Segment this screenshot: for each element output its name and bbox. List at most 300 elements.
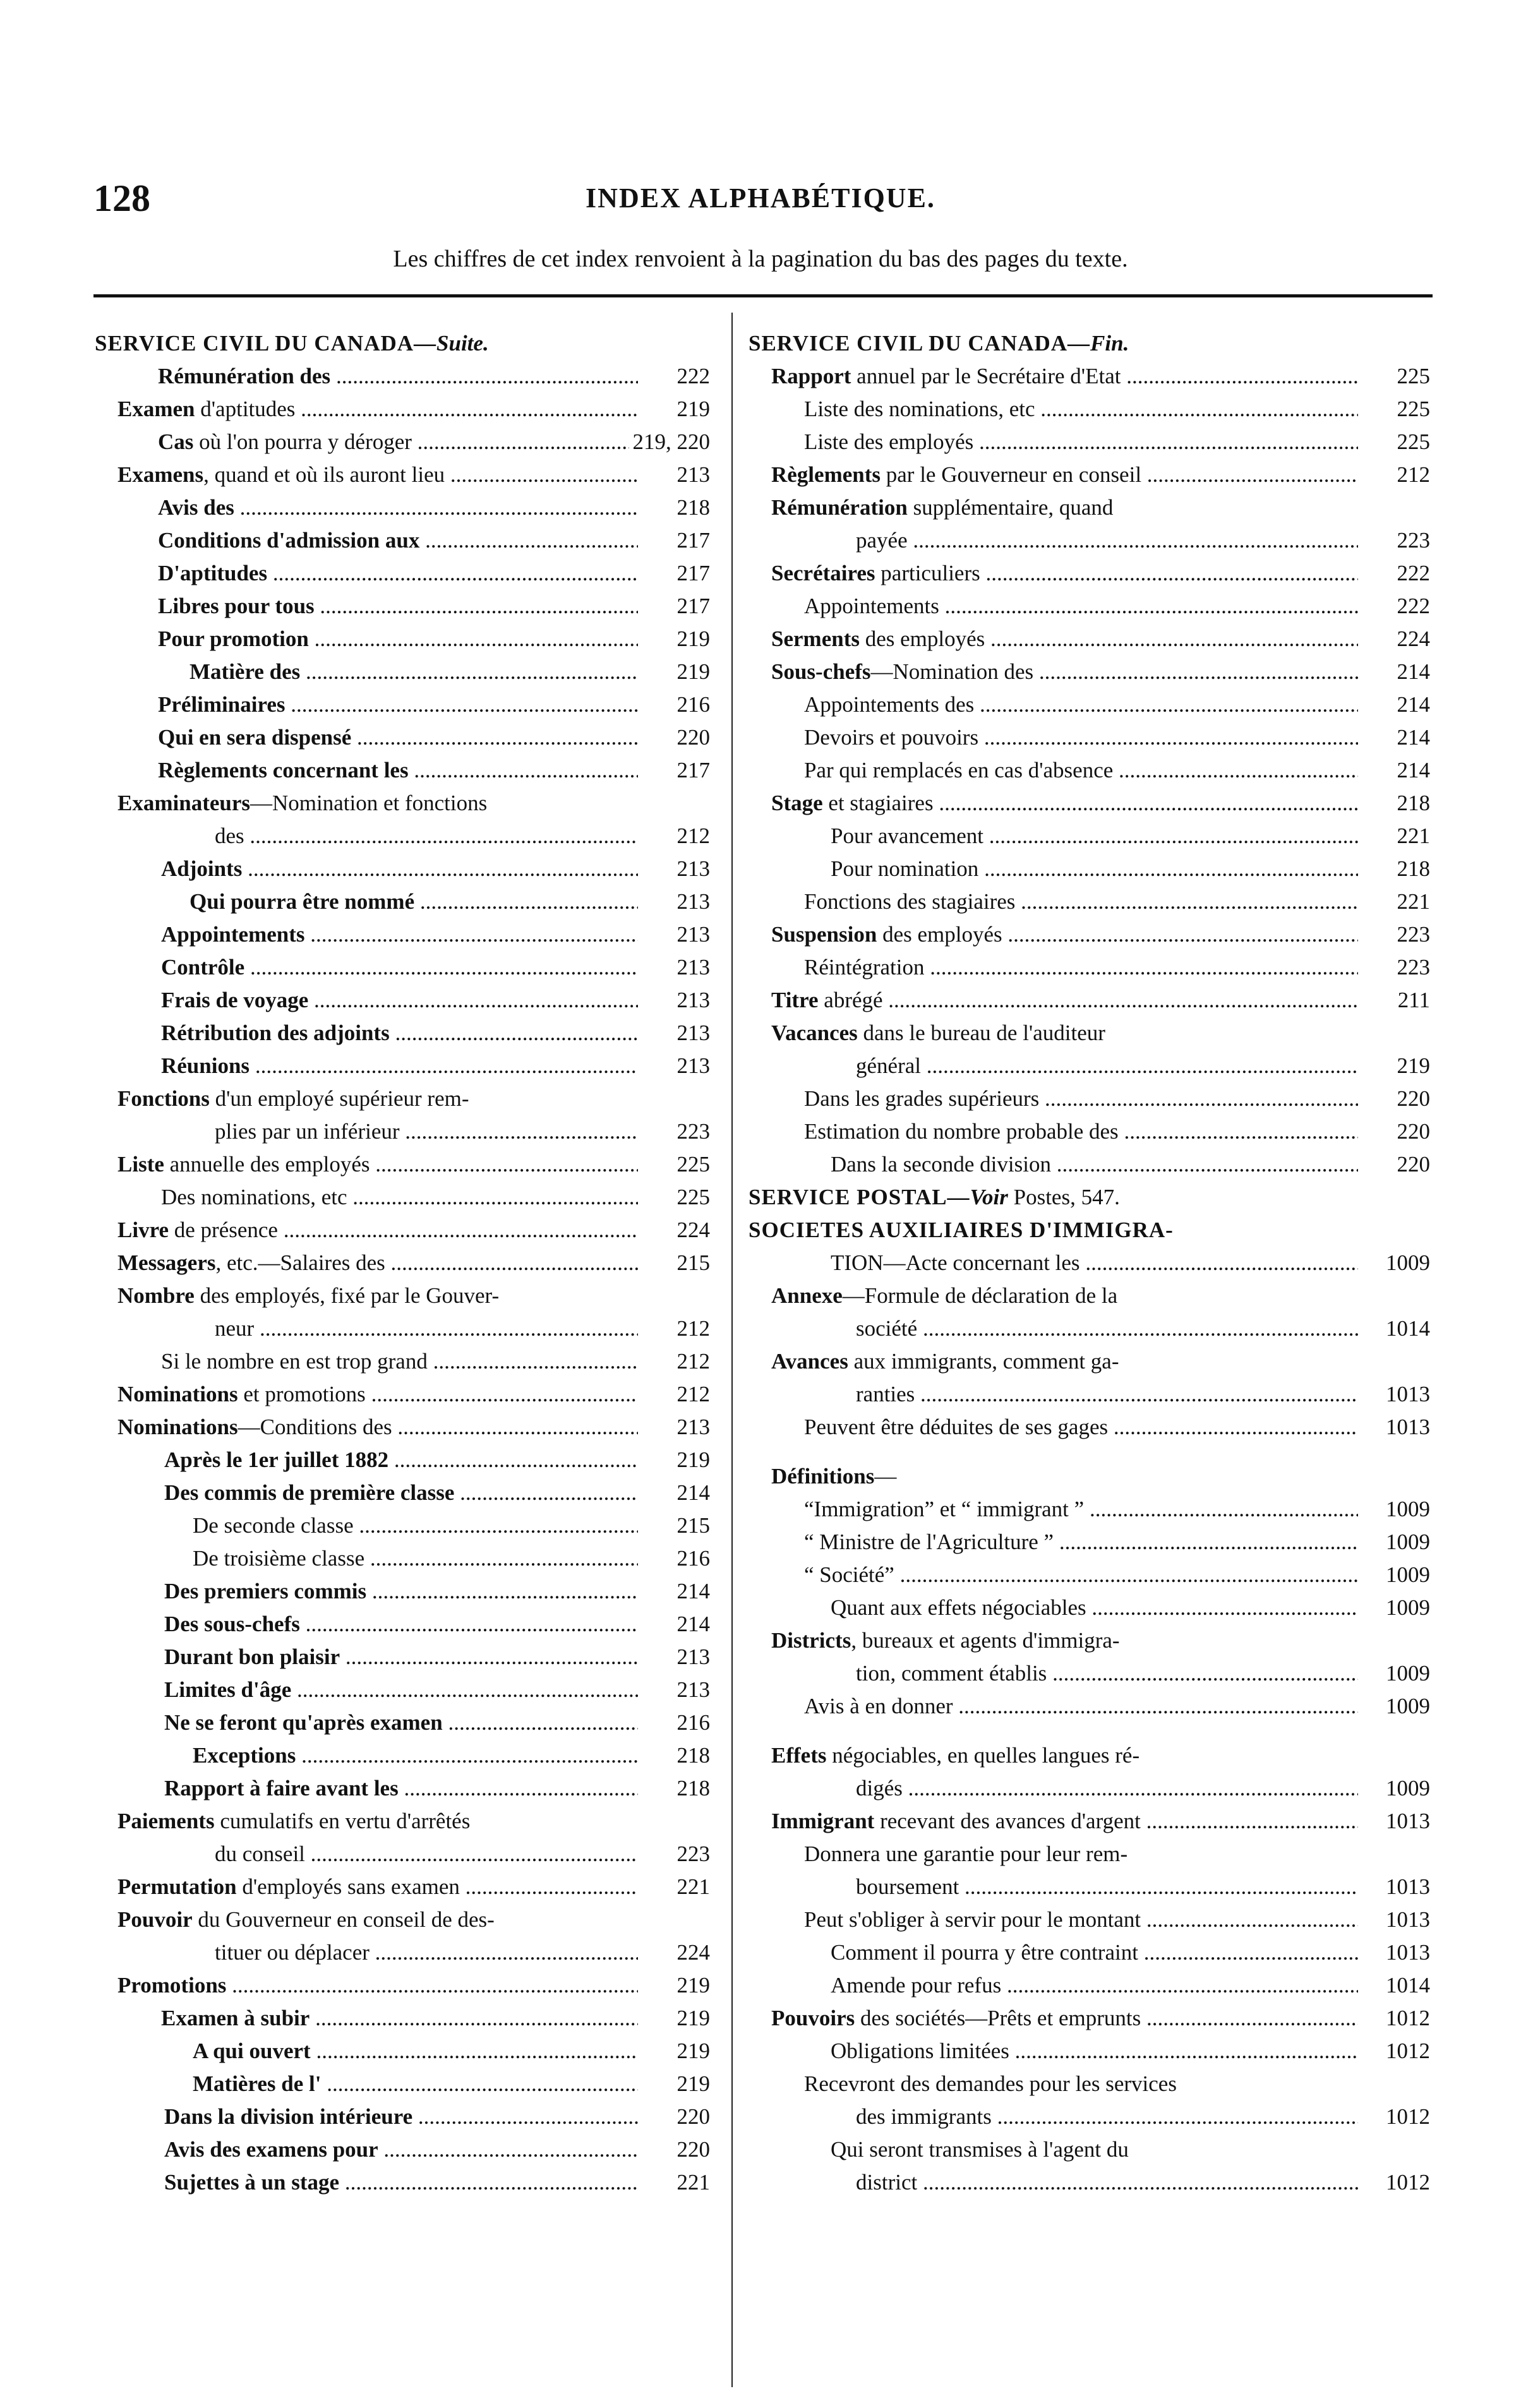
- entry-text: [95, 688, 638, 721]
- entry-text: [95, 1641, 638, 1674]
- index-entry: [748, 1115, 1434, 1148]
- column-divider: [731, 313, 733, 2387]
- entry-detail: où l'on pourra y déroger: [193, 429, 412, 454]
- entry-text: [748, 557, 1358, 590]
- index-entry: [748, 1050, 1434, 1082]
- entry-text: [748, 2002, 1358, 2035]
- entry-label: Durant bon plaisir: [164, 1644, 340, 1669]
- entry-label: Limites d'âge: [164, 1677, 292, 1702]
- entry-text: [748, 885, 1358, 918]
- index-entry: [748, 1247, 1434, 1279]
- page-reference: 212: [673, 820, 711, 853]
- page-reference: 222: [1393, 590, 1431, 623]
- page-reference: 221: [673, 1871, 711, 1903]
- entry-label: général: [856, 1053, 921, 1078]
- page-reference: 221: [1393, 820, 1431, 853]
- page-reference: 220: [673, 2133, 711, 2166]
- page-reference: 214: [1393, 656, 1431, 688]
- entry-label: tion, comment établis: [856, 1661, 1047, 1686]
- page-reference: 221: [673, 2166, 711, 2199]
- entry-text: [95, 1936, 638, 1969]
- entry-text: [95, 885, 638, 918]
- entry-detail: supplémentaire, quand: [907, 495, 1114, 520]
- page-reference: 216: [673, 1542, 711, 1575]
- entry-label: Qui en sera dispensé: [158, 725, 352, 750]
- index-entry: [95, 327, 714, 360]
- page-reference: 219: [673, 1444, 711, 1477]
- index-entry: [748, 984, 1434, 1017]
- index-entry: [95, 524, 714, 557]
- entry-label: des immigrants: [856, 2104, 992, 2129]
- entry-detail: —Nomination et fonctions: [250, 791, 488, 815]
- page-reference: 1014: [1382, 1969, 1430, 2002]
- entry-label: Quant aux effets négociables: [831, 1595, 1086, 1620]
- entry-text: [95, 1772, 638, 1805]
- entry-text: [95, 787, 638, 820]
- entry-label: Des premiers commis: [164, 1579, 367, 1603]
- page-reference: 220: [1393, 1148, 1431, 1181]
- page-reference: 224: [673, 1936, 711, 1969]
- entry-text: [95, 1805, 638, 1838]
- entry-text: [748, 721, 1358, 754]
- entry-keyword: Suspension: [771, 922, 877, 947]
- page-reference: 220: [673, 2100, 711, 2133]
- entry-label: Des commis de première classe: [164, 1480, 455, 1505]
- entry-detail: , etc.—Salaires des: [215, 1250, 385, 1275]
- index-entry: [95, 1017, 714, 1050]
- entry-text: [748, 1345, 1358, 1378]
- page-reference: 222: [1393, 557, 1431, 590]
- index-entry: [748, 1838, 1434, 1871]
- entry-label: Préliminaires: [158, 692, 286, 717]
- heading-suffix: Voir: [970, 1185, 1008, 1209]
- entry-detail: abrégé: [818, 988, 883, 1012]
- index-entry: [748, 885, 1434, 918]
- page-reference: 218: [1393, 787, 1431, 820]
- index-entry: [748, 2100, 1434, 2133]
- index-entry: [95, 1477, 714, 1509]
- entry-keyword: Paiements: [117, 1809, 215, 1833]
- page-reference: 220: [673, 721, 711, 754]
- index-entry: [95, 1838, 714, 1871]
- index-entry: [95, 1181, 714, 1214]
- index-entry: [95, 787, 714, 820]
- entry-keyword: Rapport: [771, 364, 851, 388]
- entry-label: Réunions: [161, 1053, 250, 1078]
- entry-keyword: Liste: [117, 1152, 164, 1177]
- page-reference: 1013: [1382, 1936, 1430, 1969]
- entry-label: Libres pour tous: [158, 594, 315, 618]
- entry-detail: particuliers: [875, 561, 980, 585]
- page-reference: 218: [673, 1772, 711, 1805]
- entry-text: [95, 1608, 638, 1641]
- entry-text: [95, 623, 638, 656]
- index-entry: [748, 1591, 1434, 1624]
- index-entry: [748, 1378, 1434, 1411]
- entry-text: [748, 327, 1358, 360]
- index-entry: [95, 984, 714, 1017]
- page-reference: 213: [673, 984, 711, 1017]
- entry-detail: des employés: [859, 626, 985, 651]
- index-entry: [95, 1214, 714, 1247]
- entry-label: Frais de voyage: [161, 988, 309, 1012]
- entry-detail: dans le bureau de l'auditeur: [857, 1021, 1105, 1045]
- page-reference: 1009: [1382, 1526, 1430, 1559]
- page-reference: 213: [673, 918, 711, 951]
- entry-detail: annuelle des employés: [164, 1152, 370, 1177]
- page-reference: 213: [673, 458, 711, 491]
- heading-tail: Postes, 547.: [1007, 1185, 1120, 1209]
- entry-text: [95, 1575, 638, 1608]
- index-entry: [95, 1148, 714, 1181]
- entry-label: Avis des examens pour: [164, 2137, 378, 2162]
- entry-text: [95, 426, 638, 458]
- entry-text: [748, 754, 1358, 787]
- entry-text: [748, 2133, 1358, 2166]
- entry-text: [748, 360, 1358, 393]
- entry-label: Exceptions: [193, 1743, 296, 1768]
- index-entry: [95, 1444, 714, 1477]
- page-reference: 221: [1393, 885, 1431, 918]
- entry-label: Qui seront transmises à l'agent du: [831, 2137, 1129, 2162]
- entry-text: [748, 1214, 1358, 1247]
- entry-keyword: Nominations: [117, 1382, 238, 1406]
- page-reference: 213: [673, 951, 711, 984]
- entry-keyword: Promotions: [117, 1973, 227, 1998]
- entry-detail: par le Gouverneur en conseil: [881, 462, 1142, 487]
- index-entry: [748, 426, 1434, 458]
- entry-label: Examen à subir: [161, 2006, 310, 2030]
- entry-text: [95, 1378, 638, 1411]
- index-entry: [95, 1411, 714, 1444]
- entry-label: Rapport à faire avant les: [164, 1776, 399, 1800]
- index-entry: [748, 1214, 1434, 1247]
- entry-label: Recevront des demandes pour les services: [804, 2071, 1177, 2096]
- page-reference: 212: [673, 1345, 711, 1378]
- page-reference: 214: [673, 1477, 711, 1509]
- index-entry: [748, 623, 1434, 656]
- entry-keyword: Nominations: [117, 1415, 238, 1439]
- entry-text: [748, 1017, 1358, 1050]
- page-reference: 222: [673, 360, 711, 393]
- entry-text: [748, 1657, 1358, 1690]
- index-entry: [95, 918, 714, 951]
- page-reference: 219: [1393, 1050, 1431, 1082]
- index-entry: [95, 885, 714, 918]
- page-reference: 219: [673, 393, 711, 426]
- page-reference: 225: [673, 1181, 711, 1214]
- page-reference: 1013: [1382, 1871, 1430, 1903]
- entry-label: Matières de l': [193, 2071, 322, 2096]
- entry-text: [748, 1903, 1358, 1936]
- entry-keyword: Secrétaires: [771, 561, 875, 585]
- entry-text: [748, 623, 1358, 656]
- page-reference: 223: [673, 1838, 711, 1871]
- entry-label: Si le nombre en est trop grand: [161, 1349, 428, 1374]
- entry-label: Sujettes à un stage: [164, 2170, 340, 2195]
- entry-label: Peuvent être déduites de ses gages: [804, 1415, 1109, 1439]
- page-reference: 223: [1393, 918, 1431, 951]
- page-reference: 1009: [1382, 1591, 1430, 1624]
- index-entry: [748, 688, 1434, 721]
- entry-text: [748, 458, 1358, 491]
- entry-text: [748, 1082, 1358, 1115]
- entry-label: Pour nomination: [831, 856, 979, 881]
- entry-label: D'aptitudes: [158, 561, 268, 585]
- page-reference: 1013: [1382, 1805, 1430, 1838]
- entry-keyword: Définitions: [771, 1464, 875, 1489]
- entry-label: “ Société”: [804, 1562, 894, 1587]
- index-entry: [748, 1936, 1434, 1969]
- index-entry: [748, 1148, 1434, 1181]
- index-entry: [95, 557, 714, 590]
- entry-text: [748, 951, 1358, 984]
- index-entry: [95, 2133, 714, 2166]
- entry-text: [748, 1936, 1358, 1969]
- index-entry: [748, 1526, 1434, 1559]
- index-entry: [95, 1936, 714, 1969]
- entry-label: Estimation du nombre probable des: [804, 1119, 1119, 1144]
- entry-text: [748, 1460, 1358, 1493]
- entry-text: [95, 853, 638, 885]
- entry-detail: et stagiaires: [822, 791, 934, 815]
- page-reference: 223: [1393, 524, 1431, 557]
- entry-detail: des sociétés—Prêts et emprunts: [855, 2006, 1141, 2030]
- entry-text: [748, 393, 1358, 426]
- entry-keyword: Examinateurs: [117, 791, 250, 815]
- page-reference: 216: [673, 1706, 711, 1739]
- entry-keyword: Districts: [771, 1628, 851, 1653]
- page-reference: 213: [673, 1411, 711, 1444]
- entry-keyword: Stage: [771, 791, 823, 815]
- index-entry: [95, 1312, 714, 1345]
- page-reference: 224: [673, 1214, 711, 1247]
- index-entry: [95, 1739, 714, 1772]
- index-entry: [95, 656, 714, 688]
- index-entry: [748, 1739, 1434, 1772]
- index-entry: [748, 1805, 1434, 1838]
- entry-text: [748, 2068, 1358, 2100]
- entry-text: [95, 1247, 638, 1279]
- entry-label: Liste des nominations, etc: [804, 397, 1035, 421]
- entry-label: digés: [856, 1776, 903, 1800]
- page-reference: 219, 220: [629, 426, 711, 458]
- entry-text: [748, 1050, 1358, 1082]
- page-reference: 1009: [1382, 1690, 1430, 1723]
- page-reference: 225: [1393, 426, 1431, 458]
- page-reference: 217: [673, 557, 711, 590]
- entry-text: [748, 2035, 1358, 2068]
- entry-text: [748, 1181, 1358, 1214]
- entry-text: [95, 984, 638, 1017]
- entry-detail: du Gouverneur en conseil de des-: [192, 1907, 495, 1932]
- page-reference: 1012: [1382, 2035, 1430, 2068]
- index-entry: [748, 393, 1434, 426]
- entry-text: [748, 787, 1358, 820]
- entry-label: Avis à en donner: [804, 1694, 953, 1718]
- entry-label: Obligations limitées: [831, 2039, 1009, 2063]
- entry-keyword: Sous-chefs: [771, 659, 871, 684]
- entry-text: [748, 590, 1358, 623]
- page-reference: 212: [673, 1312, 711, 1345]
- page-reference: 219: [673, 2035, 711, 2068]
- entry-label: Rétribution des adjoints: [161, 1021, 390, 1045]
- index-entry: [95, 1871, 714, 1903]
- entry-detail: —: [874, 1464, 897, 1489]
- index-entry: [95, 1378, 714, 1411]
- index-entry: [95, 754, 714, 787]
- entry-text: [748, 1838, 1358, 1871]
- entry-label: Qui pourra être nommé: [189, 889, 415, 914]
- index-entry: [95, 2166, 714, 2199]
- index-entry: [748, 853, 1434, 885]
- entry-text: [95, 1082, 638, 1115]
- entry-detail: cumulatifs en vertu d'arrêtés: [214, 1809, 471, 1833]
- entry-keyword: Permutation: [117, 1874, 237, 1899]
- entry-keyword: Pouvoirs: [771, 2006, 855, 2030]
- index-entry: [95, 1641, 714, 1674]
- entry-label: De seconde classe: [193, 1513, 354, 1538]
- entry-keyword: Avances: [771, 1349, 848, 1374]
- page-reference: 1013: [1382, 1378, 1430, 1411]
- section-heading: SERVICE CIVIL DU CANADA—: [95, 331, 437, 356]
- entry-text: [95, 656, 638, 688]
- entry-label: des: [215, 824, 244, 848]
- index-entry: [748, 1460, 1434, 1493]
- index-entry: [95, 1247, 714, 1279]
- page-reference: 219: [673, 1969, 711, 2002]
- entry-text: [748, 820, 1358, 853]
- entry-label: Rémunération des: [158, 364, 331, 388]
- page-reference: 1009: [1382, 1559, 1430, 1591]
- page-reference: 224: [1393, 623, 1431, 656]
- entry-keyword: Messagers: [117, 1250, 216, 1275]
- page-reference: 225: [673, 1148, 711, 1181]
- entry-text: [95, 327, 638, 360]
- entry-label: Pour avancement: [831, 824, 983, 848]
- entry-text: [95, 458, 638, 491]
- entry-label: Adjoints: [161, 856, 243, 881]
- entry-label: A qui ouvert: [193, 2039, 311, 2063]
- entry-detail: , quand et où ils auront lieu: [203, 462, 445, 487]
- index-entry: [748, 2002, 1434, 2035]
- entry-text: [95, 1903, 638, 1936]
- entry-detail: recevant des avances d'argent: [874, 1809, 1141, 1833]
- entry-label: Règlements concernant les: [158, 758, 409, 782]
- entry-label: ranties: [856, 1382, 915, 1406]
- page-reference: 216: [673, 688, 711, 721]
- entry-text: [748, 524, 1358, 557]
- entry-label: Dans la seconde division: [831, 1152, 1051, 1177]
- entry-text: [748, 1148, 1358, 1181]
- entry-text: [95, 2100, 638, 2133]
- entry-label: Dans la division intérieure: [164, 2104, 413, 2129]
- page-reference: 214: [1393, 754, 1431, 787]
- entry-label: Ne se feront qu'après examen: [164, 1710, 443, 1735]
- index-entry: [95, 2035, 714, 2068]
- entry-text: [95, 1017, 638, 1050]
- entry-text: [95, 1312, 638, 1345]
- index-entry: [95, 1082, 714, 1115]
- entry-text: [95, 360, 638, 393]
- running-title: INDEX ALPHABÉTIQUE.: [586, 183, 935, 213]
- page-reference: 217: [673, 524, 711, 557]
- page-reference: 220: [1393, 1082, 1431, 1115]
- entry-label: Devoirs et pouvoirs: [804, 725, 979, 750]
- entry-keyword: Immigrant: [771, 1809, 875, 1833]
- index-entry: [748, 1690, 1434, 1723]
- entry-keyword: Cas: [158, 429, 194, 454]
- entry-text: [748, 1279, 1358, 1312]
- entry-text: [95, 1148, 638, 1181]
- entry-detail: annuel par le Secrétaire d'Etat: [851, 364, 1121, 388]
- page-reference: 211: [1394, 984, 1430, 1017]
- entry-keyword: Livre: [117, 1218, 169, 1242]
- entry-label: Conditions d'admission aux: [158, 528, 420, 553]
- entry-text: [95, 2035, 638, 2068]
- entry-text: [748, 1772, 1358, 1805]
- entry-label: Par qui remplacés en cas d'absence: [804, 758, 1114, 782]
- entry-text: [95, 393, 638, 426]
- index-entry: [95, 721, 714, 754]
- entry-text: [95, 1444, 638, 1477]
- page-reference: 215: [673, 1509, 711, 1542]
- entry-text: [748, 1805, 1358, 1838]
- index-entry: [748, 1624, 1434, 1657]
- entry-text: [95, 1509, 638, 1542]
- entry-label: boursement: [856, 1874, 959, 1899]
- index-entry: [748, 754, 1434, 787]
- page-reference: 220: [1393, 1115, 1431, 1148]
- entry-text: [95, 1739, 638, 1772]
- index-entry: [748, 951, 1434, 984]
- page-reference: 219: [673, 2002, 711, 2035]
- entry-label: “ Ministre de l'Agriculture ”: [804, 1530, 1054, 1554]
- entry-text: [748, 1312, 1358, 1345]
- entry-label: Après le 1er juillet 1882: [164, 1447, 389, 1472]
- entry-label: Pour promotion: [158, 626, 309, 651]
- entry-keyword: Examens: [117, 462, 204, 487]
- index-entry: [95, 590, 714, 623]
- index-entry: [95, 2100, 714, 2133]
- entry-label: Donnera une garantie pour leur rem-: [804, 1842, 1128, 1866]
- entry-detail: d'employés sans examen: [236, 1874, 460, 1899]
- index-entry: [95, 458, 714, 491]
- entry-label: Amende pour refus: [831, 1973, 1002, 1998]
- page-reference: 215: [673, 1247, 711, 1279]
- entry-text: [95, 1411, 638, 1444]
- right-column: [748, 327, 1434, 2199]
- index-entry: [95, 393, 714, 426]
- index-entry: [95, 2068, 714, 2100]
- page-reference: 217: [673, 590, 711, 623]
- page-reference: 219: [673, 656, 711, 688]
- page-reference: 212: [673, 1378, 711, 1411]
- entry-label: plies par un inférieur: [215, 1119, 400, 1144]
- entry-label: Des sous-chefs: [164, 1612, 300, 1636]
- entry-label: TION—Acte concernant les: [831, 1250, 1080, 1275]
- entry-text: [95, 820, 638, 853]
- page-reference: 225: [1393, 360, 1431, 393]
- entry-keyword: Rémunération: [771, 495, 908, 520]
- index-entry: [748, 327, 1434, 360]
- page-reference: 213: [673, 853, 711, 885]
- index-entry: [748, 1017, 1434, 1050]
- index-entry: [95, 426, 714, 458]
- entry-text: [95, 1214, 638, 1247]
- entry-text: [95, 951, 638, 984]
- page-reference: 1013: [1382, 1411, 1430, 1444]
